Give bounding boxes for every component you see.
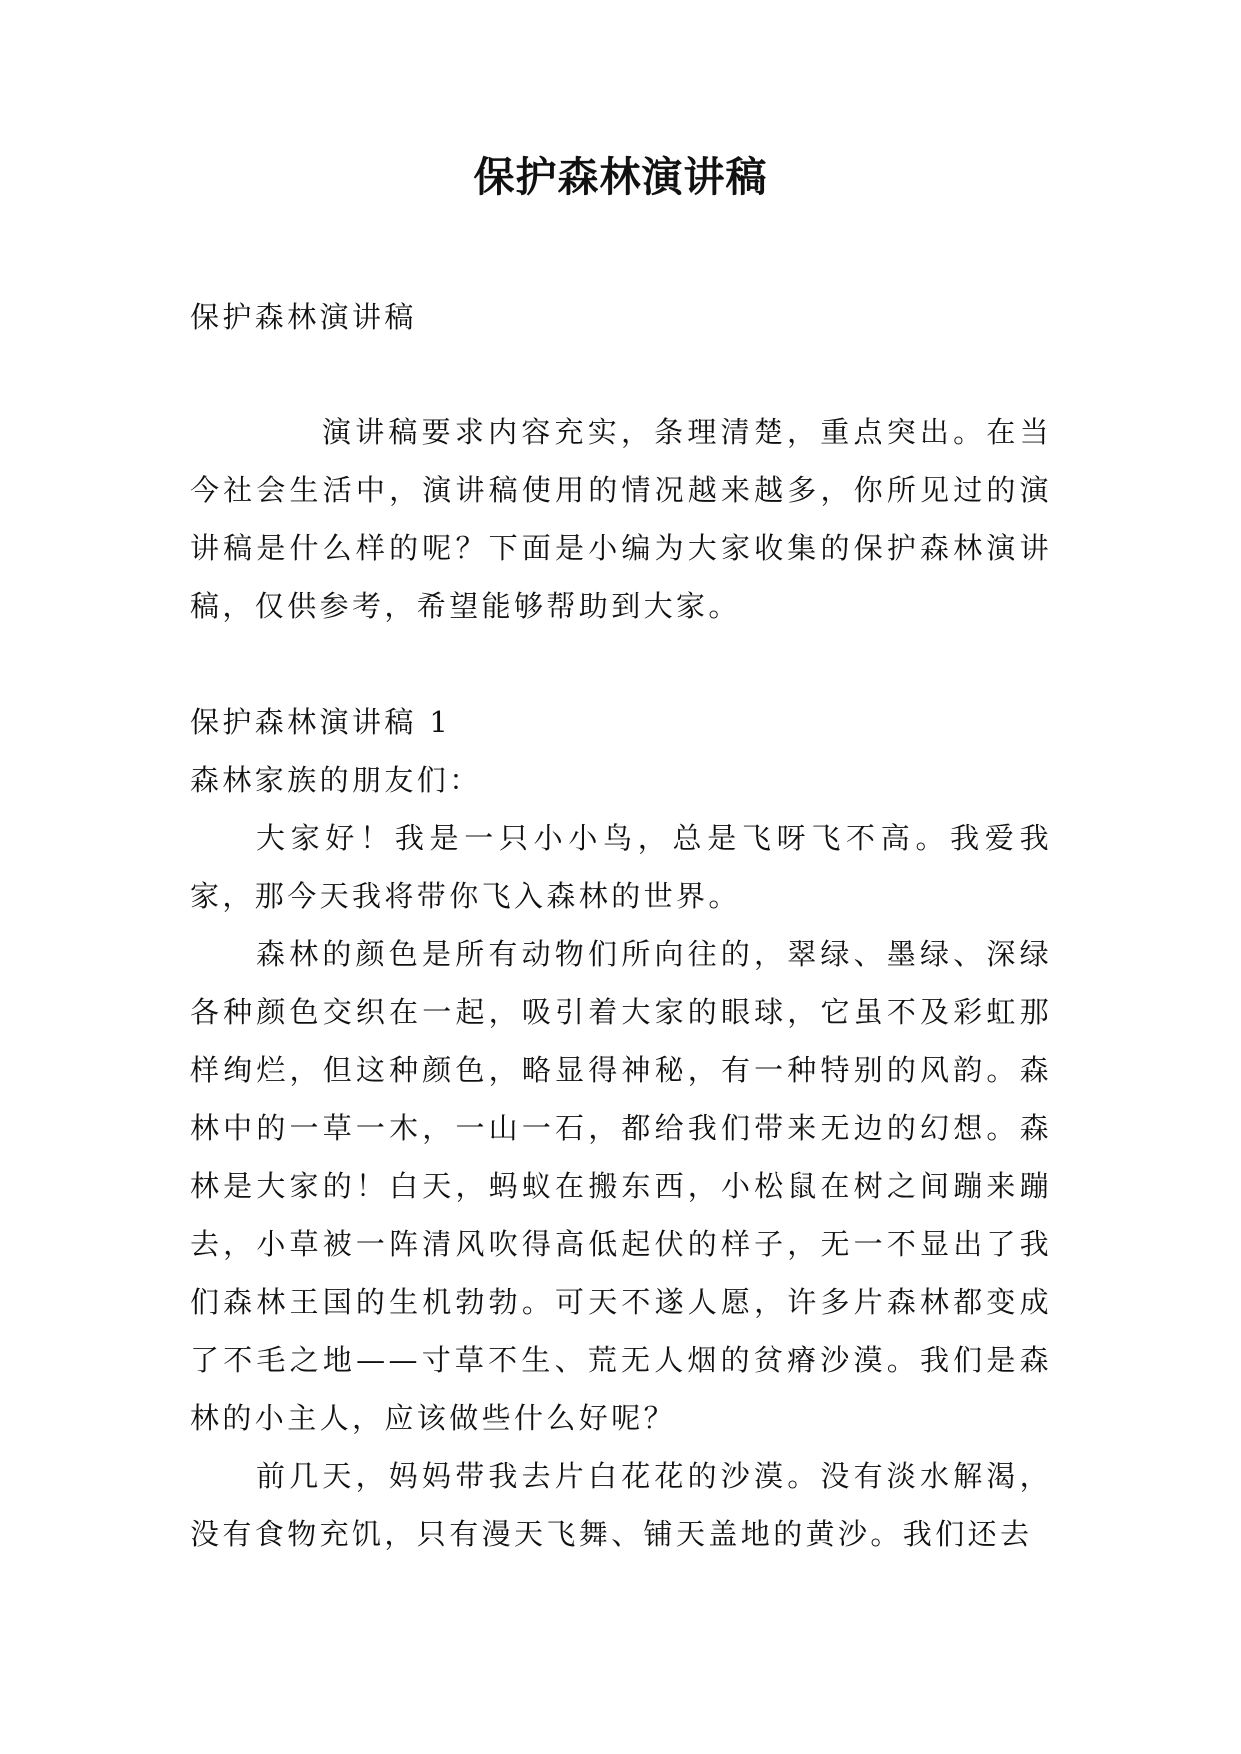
section-heading: 保护森林演讲稿 1 — [190, 705, 452, 739]
document-title: 保护森林演讲稿 — [473, 153, 768, 201]
salutation: 森林家族的朋友们： — [190, 763, 482, 797]
intro-paragraph: 演讲稿要求内容充实，条理清楚，重点突出。在当今社会生活中，演讲稿使用的情况越来越多，你所见过的演讲稿是什么样的呢？下面是小编为大家收集的保护森林演讲稿，仅供参考，希望能够帮助到大家。 — [190, 415, 1052, 623]
body-paragraph-1: 大家好！我是一只小小鸟，总是飞呀飞不高。我爱我家，那今天我将带你飞入森林的世界。 — [190, 821, 1052, 913]
body-paragraph-2: 森林的颜色是所有动物们所向往的，翠绿、墨绿、深绿各种颜色交织在一起，吸引着大家的眼球，它虽不及彩虹那样绚烂，但这种颜色，略显得神秘，有一种特别的风韵。森林中的一草一木，一山一石，都给我们带来无边的幻想。森林是大家的！白天，蚂蚁在搬东西，小松鼠在树之间蹦来蹦去，小草被一阵清风吹得高低起伏的样子，无一不显出了我们森林王国的生机勃勃。可天不遂人愿，许多片森林都变成了不毛之地——寸草不生、荒无人烟的贫瘠沙漠。我们是森林的小主人，应该做些什么好呢？ — [190, 937, 1052, 1435]
document-heading: 保护森林演讲稿 — [190, 300, 417, 334]
body-paragraph-3: 前几天，妈妈带我去片白花花的沙漠。没有淡水解渴，没有食物充饥，只有漫天飞舞、铺天盖地的黄沙。我们还去 — [190, 1459, 1052, 1551]
